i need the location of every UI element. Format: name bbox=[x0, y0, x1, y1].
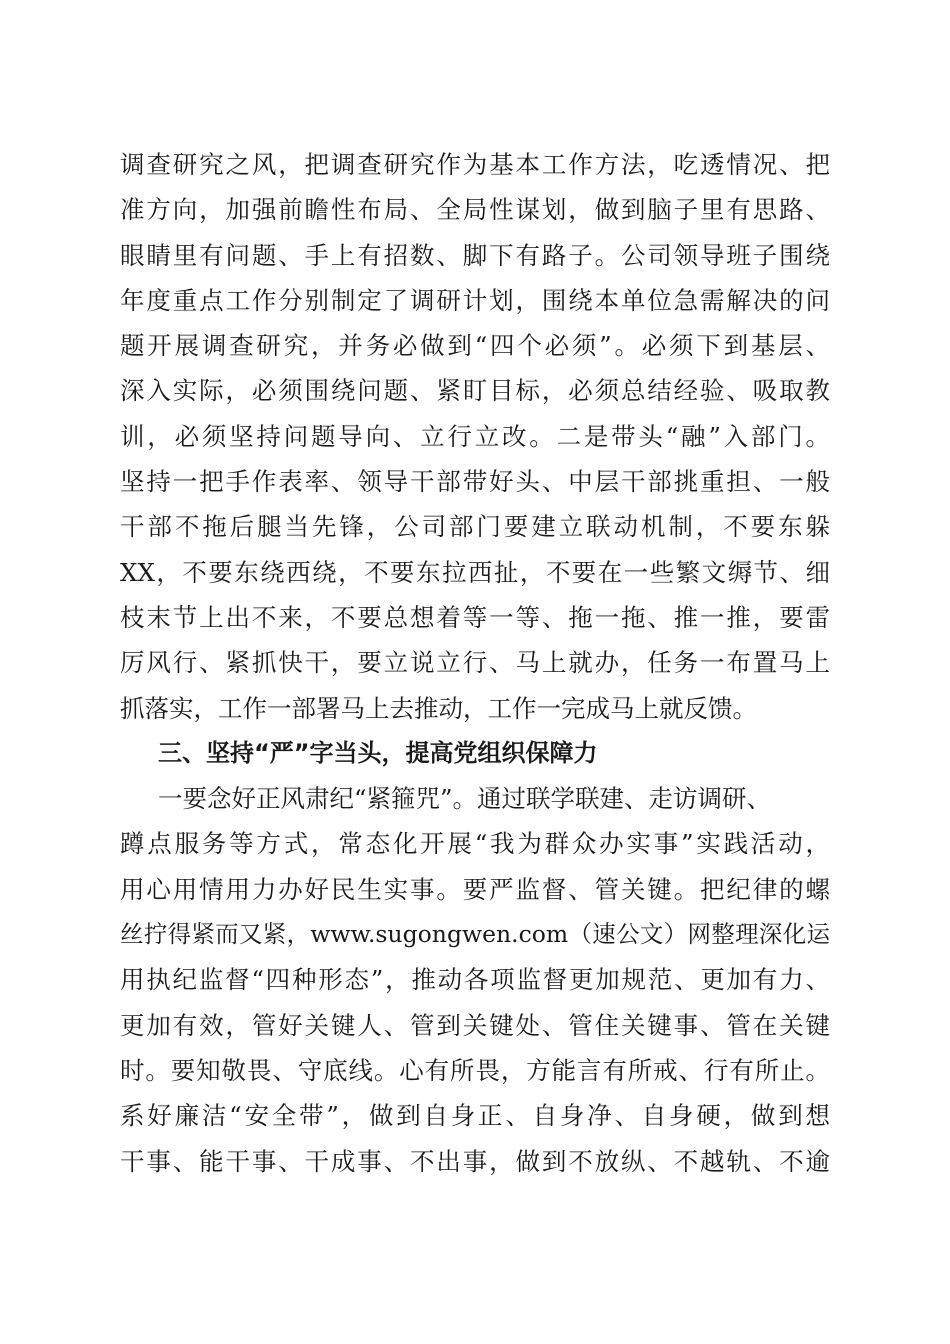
paragraph-line: 干事、能干事、干成事、不出事，做到不放纵、不越轨、不逾 bbox=[120, 1146, 830, 1176]
paragraph-line: 蹲点服务等方式，常态化开展“我为群众办实事”实践活动， bbox=[120, 829, 830, 859]
paragraph-line: 准方向，加强前瞻性布局、全局性谋划，做到脑子里有思路、 bbox=[120, 195, 830, 225]
paragraph-line: XX，不要东绕西绕，不要东拉西扯，不要在一些繁文缛节、细 bbox=[120, 557, 830, 587]
paragraph-line: 深入实际，必须围绕问题、紧盯目标，必须总结经验、吸取教 bbox=[120, 376, 830, 406]
paragraph-line: 训，必须坚持问题导向、立行立改。二是带头“融”入部门。 bbox=[120, 421, 830, 451]
section-heading: 三、坚持“严”字当头，提高党组织保障力 bbox=[158, 738, 598, 767]
paragraph-line: 坚持一把手作表率、领导干部带好头、中层干部挑重担、一般 bbox=[120, 467, 830, 497]
paragraph-line: 干部不拖后腿当先锋，公司部门要建立联动机制，不要东躲 bbox=[120, 512, 830, 542]
paragraph-line: 题开展调查研究，并务必做到“四个必须”。必须下到基层、 bbox=[120, 331, 830, 361]
paragraph-line: 枝末节上出不来，不要总想着等一等、拖一拖、推一推，要雷 bbox=[120, 602, 830, 632]
paragraph-line: 眼睛里有问题、手上有招数、脚下有路子。公司领导班子围绕 bbox=[120, 240, 830, 270]
paragraph-line: 抓落实，工作一部署马上去推动，工作一完成马上就反馈。 bbox=[120, 693, 757, 723]
paragraph-line: 更加有效，管好关键人、管到关键处、管住关键事、管在关键 bbox=[120, 1010, 830, 1040]
paragraph-line: 调查研究之风，把调查研究作为基本工作方法，吃透情况、把 bbox=[120, 150, 830, 179]
paragraph-line: 丝拧得紧而又紧，www.sugongwen.com（速公文）网整理深化运 bbox=[120, 920, 830, 949]
paragraph-line: 时。要知敬畏、守底线。心有所畏，方能言有所戒、行有所止。 bbox=[120, 1055, 830, 1085]
paragraph-line: 一要念好正风肃纪“紧箍咒”。通过联学联建、走访调研、 bbox=[158, 784, 772, 814]
paragraph-line: 厉风行、紧抓快干，要立说立行、马上就办，任务一布置马上 bbox=[120, 648, 830, 678]
paragraph-line: 用执纪监督“四种形态”，推动各项监督更加规范、更加有力、 bbox=[120, 965, 830, 995]
paragraph-line: 系好廉洁“安全带”，做到自身正、自身净、自身硬，做到想 bbox=[120, 1101, 830, 1131]
document-body bbox=[120, 142, 830, 1184]
paragraph-line: 用心用情用力办好民生实事。要严监督、管关键。把纪律的螺 bbox=[120, 874, 830, 904]
paragraph-line: 年度重点工作分别制定了调研计划，围绕本单位急需解决的问 bbox=[120, 285, 830, 315]
